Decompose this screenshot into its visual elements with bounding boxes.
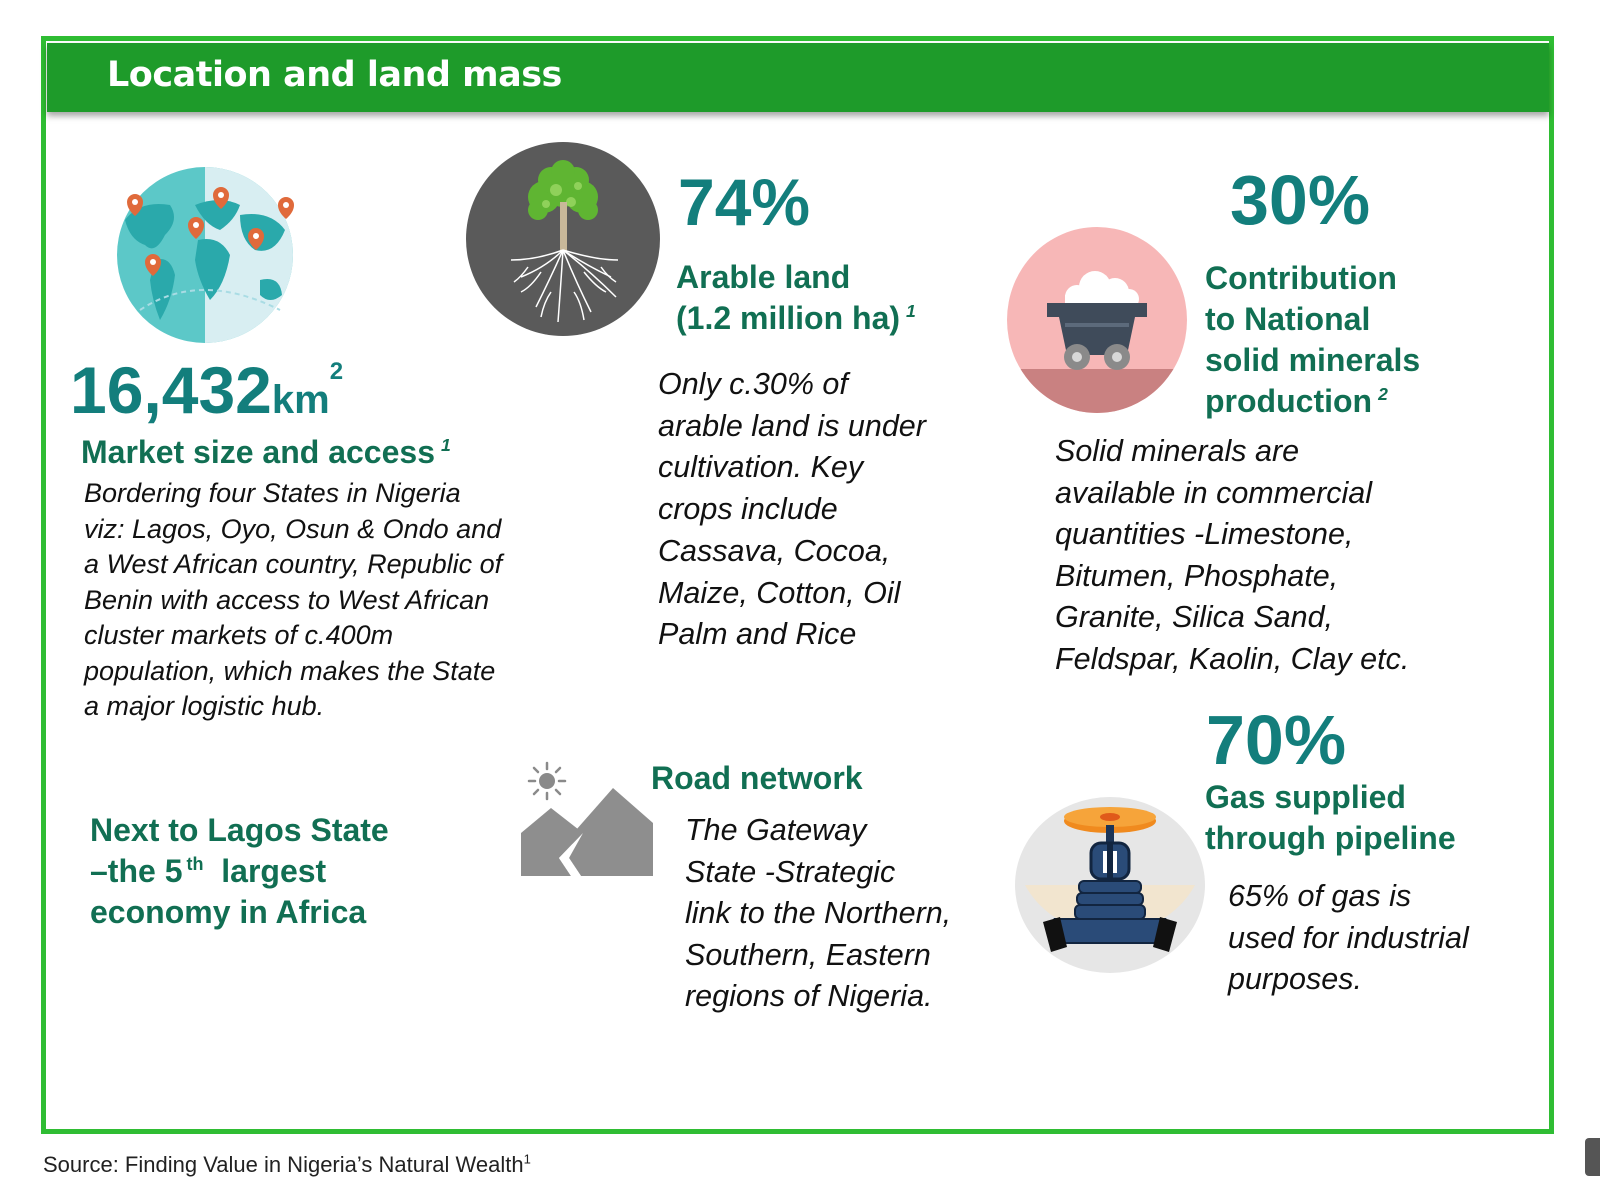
- land-mass-unit: km: [271, 378, 330, 422]
- gas-line: used for industrial: [1228, 920, 1469, 955]
- market-size-line: population, which makes the State: [84, 655, 496, 686]
- scroll-handle[interactable]: [1585, 1138, 1600, 1176]
- minerals-heading-line: to National: [1205, 301, 1371, 337]
- lagos-ordinal-sup: th: [186, 854, 204, 875]
- minerals-heading-line: solid minerals: [1205, 342, 1421, 378]
- lagos-line-2-post: largest: [221, 853, 327, 889]
- lagos-line-2-pre: –the 5: [90, 853, 183, 889]
- road-line: The Gateway: [685, 813, 867, 847]
- minerals-heading-last: production: [1205, 383, 1373, 419]
- minerals-heading-line: Contribution: [1205, 260, 1397, 296]
- market-size-heading-text: Market size and access: [81, 434, 435, 470]
- arable-line: Cassava, Cocoa,: [658, 533, 891, 568]
- land-mass-unit-sup: 2: [329, 358, 344, 385]
- market-size-line: a major logistic hub.: [84, 691, 325, 721]
- globe-with-pins-icon: [110, 160, 300, 350]
- road-line: link to the Northern,: [685, 896, 952, 931]
- road-body: [685, 810, 951, 1018]
- lagos-statement: [90, 810, 389, 933]
- market-size-heading: [81, 431, 451, 473]
- arable-footnote: 1: [906, 301, 916, 322]
- road-line: regions of Nigeria.: [685, 979, 933, 1014]
- tree-roots-icon: [466, 142, 660, 336]
- arable-line: Palm and Rice: [658, 617, 857, 652]
- gas-heading-line: Gas supplied: [1205, 779, 1406, 815]
- minerals-line: Solid minerals are: [1055, 434, 1300, 468]
- lagos-line-1: Next to Lagos State: [90, 812, 389, 848]
- gas-valve-icon: [1015, 797, 1205, 973]
- arable-percent: 74%: [678, 165, 811, 239]
- road-line: State -Strategic: [685, 854, 896, 889]
- gas-line: 65% of gas is: [1228, 879, 1412, 913]
- gas-heading-line: through pipeline: [1205, 820, 1456, 856]
- mine-cart-icon: [1007, 227, 1187, 414]
- arable-line: cultivation. Key: [658, 450, 864, 485]
- source-text: Source: Finding Value in Nigeria’s Natural Wealth: [43, 1152, 524, 1177]
- road-heading: Road network: [651, 760, 863, 796]
- title-banner: [47, 43, 1549, 112]
- minerals-line: Bitumen, Phosphate,: [1055, 558, 1339, 593]
- market-size-footnote: 1: [440, 435, 451, 456]
- arable-heading-line-1: Arable land: [676, 259, 851, 295]
- gas-body: [1228, 876, 1469, 1001]
- market-size-line: cluster markets of c.400m: [84, 620, 394, 650]
- minerals-body: [1055, 431, 1409, 681]
- arable-heading: [676, 257, 916, 339]
- lagos-line-3: economy in Africa: [90, 894, 367, 930]
- arable-heading-line-2: [676, 298, 916, 339]
- market-size-line: Benin with access to West African: [84, 584, 490, 615]
- source-footnote: 1: [523, 1151, 531, 1167]
- minerals-line: Granite, Silica Sand,: [1055, 600, 1334, 635]
- minerals-line: quantities -Limestone,: [1055, 517, 1354, 552]
- minerals-footnote: 2: [1378, 384, 1388, 405]
- market-size-line: Bordering four States in Nigeria: [84, 478, 461, 508]
- minerals-line: available in commercial: [1055, 475, 1372, 510]
- minerals-heading: [1205, 258, 1420, 422]
- arable-line: Maize, Cotton, Oil: [658, 575, 901, 610]
- gas-percent: 70%: [1206, 701, 1347, 779]
- arable-body: [658, 364, 926, 656]
- road-mountain-icon: [521, 788, 653, 876]
- gas-line: purposes.: [1228, 962, 1362, 997]
- market-size-body: [84, 476, 502, 725]
- land-mass-number: 16,432: [70, 353, 272, 427]
- arable-heading-line-2-text: (1.2 million ha): [676, 300, 901, 336]
- minerals-percent: 30%: [1230, 161, 1371, 239]
- arable-line: arable land is under: [658, 408, 926, 443]
- minerals-heading-line: [1205, 381, 1420, 422]
- arable-line: Only c.30% of: [658, 367, 848, 401]
- source-citation: [43, 1152, 531, 1178]
- road-line: Southern, Eastern: [685, 937, 931, 972]
- slide-title: Location and land mass: [107, 55, 562, 95]
- market-size-line: viz: Lagos, Oyo, Osun & Ondo and: [84, 513, 502, 544]
- market-size-line: a West African country, Republic of: [84, 549, 503, 579]
- arable-line: crops include: [658, 492, 838, 527]
- land-mass-value: [70, 350, 343, 440]
- lagos-line-2: [90, 851, 389, 892]
- minerals-line: Feldspar, Kaolin, Clay etc.: [1055, 641, 1410, 676]
- gas-heading: [1205, 777, 1456, 859]
